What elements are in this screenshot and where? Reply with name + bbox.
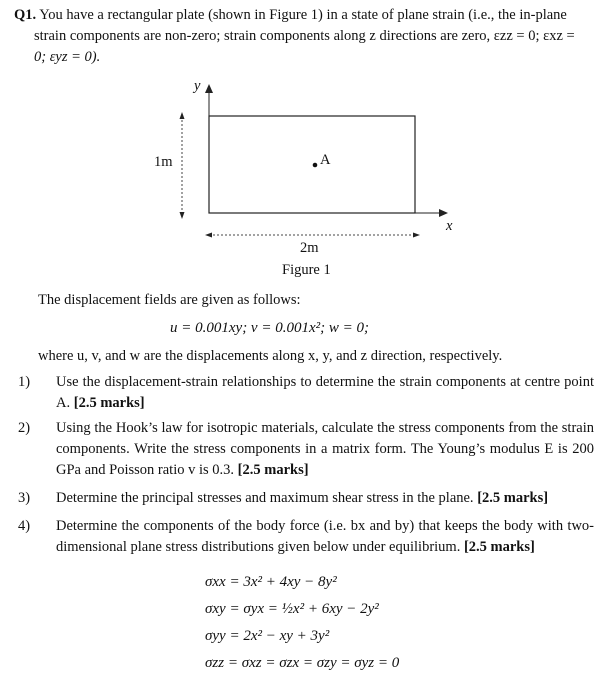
- item-marks: [2.5 marks]: [73, 395, 145, 411]
- stress-eq-xx: σxx = 3x² + 4xy − 8y²: [205, 574, 337, 590]
- where-text: where u, v, and w are the displacements along x, y, and z direction, respectively.: [38, 348, 503, 364]
- question-number: Q1.: [14, 7, 37, 23]
- height-arrow-bottom: [180, 212, 185, 219]
- item-number: 3): [18, 490, 31, 506]
- x-axis-arrow: [439, 209, 448, 217]
- item-number: 1): [18, 374, 31, 390]
- width-arrow-left: [205, 233, 212, 238]
- item-body: Determine the principal stresses and maximum shear stress in the plane.: [56, 490, 474, 506]
- item-body: Using the Hook’s law for isotropic materials, calculate the stress components from the strain components. Write the stress components in a matrix form. The Young’s modulus E is 200 GPa and Poisson ratio v is 0.3.: [56, 420, 594, 478]
- height-arrow-top: [180, 112, 185, 119]
- item-body: Determine the components of the body force (i.e. bx and by) that keeps the body with two-dimensional plane stress distributions given below under equilibrium.: [56, 518, 594, 555]
- item-marks: [2.5 marks]: [463, 539, 535, 555]
- x-axis-label: x: [446, 218, 453, 234]
- item-marks: [2.5 marks]: [477, 490, 549, 506]
- y-axis-arrow: [205, 84, 213, 93]
- item-marks: [2.5 marks]: [237, 462, 309, 478]
- question-line-1: You have a rectangular plate (shown in Figure 1) in a state of plane strain (i.e., the in-plane: [39, 7, 567, 23]
- question-line-2: strain components are non-zero; strain components along z directions are zero, εzz = 0; εxz =: [34, 28, 575, 44]
- point-a-label: A: [320, 152, 331, 168]
- item-text: [56, 372, 594, 414]
- item-text: [56, 418, 594, 481]
- item-number: 2): [18, 420, 31, 436]
- plate-rectangle: [209, 116, 415, 213]
- width-label: 2m: [300, 240, 319, 256]
- point-a-marker: [313, 163, 318, 168]
- figure-caption: Figure 1: [282, 262, 331, 278]
- stress-eq-xy: σxy = σyx = ½x² + 6xy − 2y²: [205, 601, 379, 617]
- stress-eq-zz: σzz = σxz = σzx = σzy = σyz = 0: [205, 655, 400, 671]
- item-body: Use the displacement-strain relationships to determine the strain components at centre point A.: [56, 374, 594, 411]
- y-axis-label: y: [194, 78, 201, 94]
- question-text: [14, 5, 604, 68]
- item-text: [56, 488, 594, 509]
- question-line-3: 0; εyz = 0).: [34, 49, 101, 65]
- height-label: 1m: [154, 154, 173, 170]
- item-number: 4): [18, 518, 31, 534]
- item-text: [56, 516, 594, 558]
- figure-1: [150, 78, 470, 283]
- displacement-equation: u = 0.001xy; v = 0.001x²; w = 0;: [170, 320, 369, 336]
- displacement-intro: The displacement fields are given as follows:: [38, 292, 301, 308]
- stress-eq-yy: σyy = 2x² − xy + 3y²: [205, 628, 330, 644]
- width-arrow-right: [413, 233, 420, 238]
